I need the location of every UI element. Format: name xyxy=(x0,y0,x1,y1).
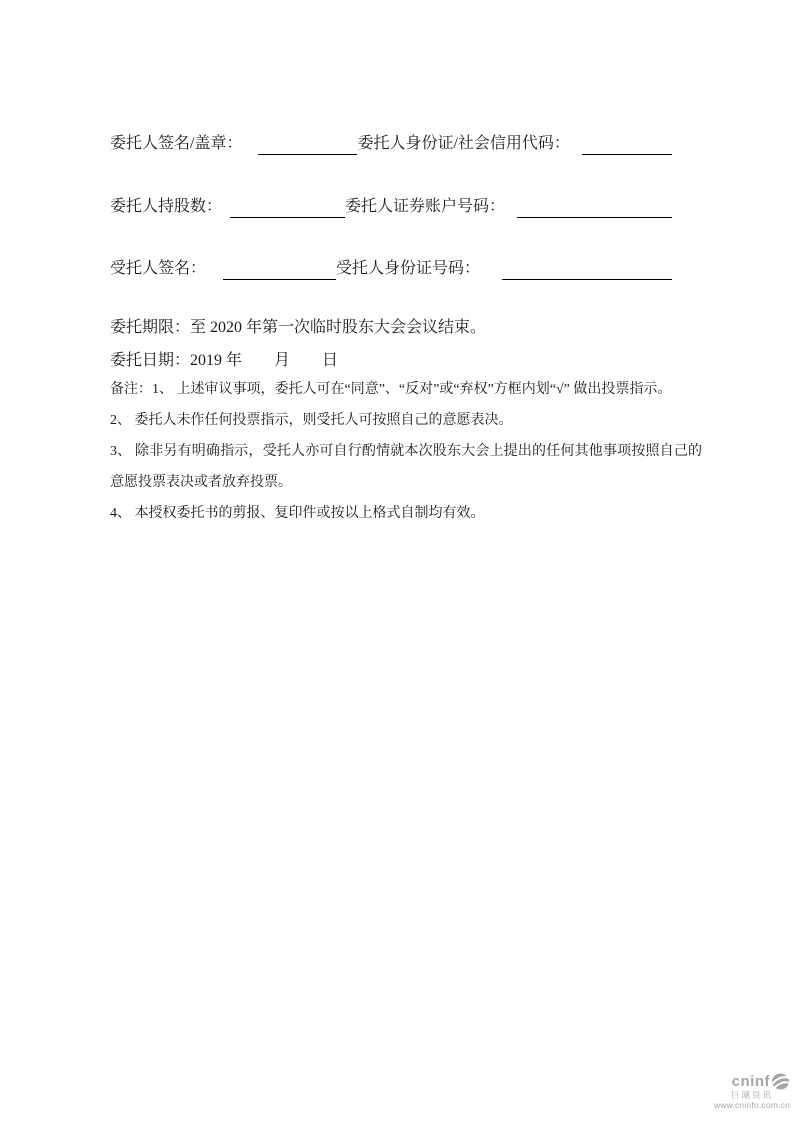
principal-signature-label: 委托人签名/盖章： xyxy=(110,135,243,152)
cninfo-brand-row xyxy=(698,1074,790,1090)
proxy-signature-blank-line xyxy=(223,258,336,280)
note-1: 备注：1、 上述审议事项，委托人可在“同意”、“反对”或“弃权”方框内划“√” 做出投票指示。 xyxy=(110,382,672,397)
cninfo-chinese-name: 巨潮资讯 xyxy=(730,1090,773,1100)
proxy-date-line: 委托日期：2019 年 月 日 xyxy=(110,352,339,369)
principal-account-label: 委托人证券账户号码： xyxy=(345,198,506,215)
principal-id-code-blank-line xyxy=(582,133,672,155)
proxy-id-label: 受托人身份证号码： xyxy=(336,260,481,277)
cninfo-brand-text: cninf xyxy=(731,1073,770,1090)
principal-signature-blank-line xyxy=(258,133,357,155)
principal-shares-label: 委托人持股数： xyxy=(110,198,223,215)
note-2: 2、 委托人未作任何投票指示，则受托人可按照自己的意愿表决。 xyxy=(110,413,513,428)
proxy-term-line: 委托期限：至 2020 年第一次临时股东大会会议结束。 xyxy=(110,319,487,336)
proxy-id-blank-line xyxy=(502,258,672,280)
note-4: 4、 本授权委托书的剪报、复印件或按以上格式自制均有效。 xyxy=(110,506,485,521)
principal-id-code-label: 委托人身份证/社会信用代码： xyxy=(357,135,570,152)
cninfo-logo xyxy=(698,1074,790,1111)
proxy-signature-label: 受托人签名： xyxy=(110,260,207,277)
notes-section xyxy=(110,374,702,529)
principal-shares-row xyxy=(110,196,672,218)
principal-shares-blank-line xyxy=(230,196,345,218)
principal-signature-row xyxy=(110,133,672,155)
proxy-signature-row xyxy=(110,258,672,280)
cninfo-swirl-icon xyxy=(771,1073,790,1090)
note-3: 3、 除非另有明确指示，受托人亦可自行酌情就本次股东大会上提出的任何其他事项按照自己的意愿投票表决或者放弃投票。 xyxy=(110,444,702,490)
principal-account-blank-line xyxy=(517,196,672,218)
cninfo-url: www.cninfo.com.cn xyxy=(713,1100,790,1110)
